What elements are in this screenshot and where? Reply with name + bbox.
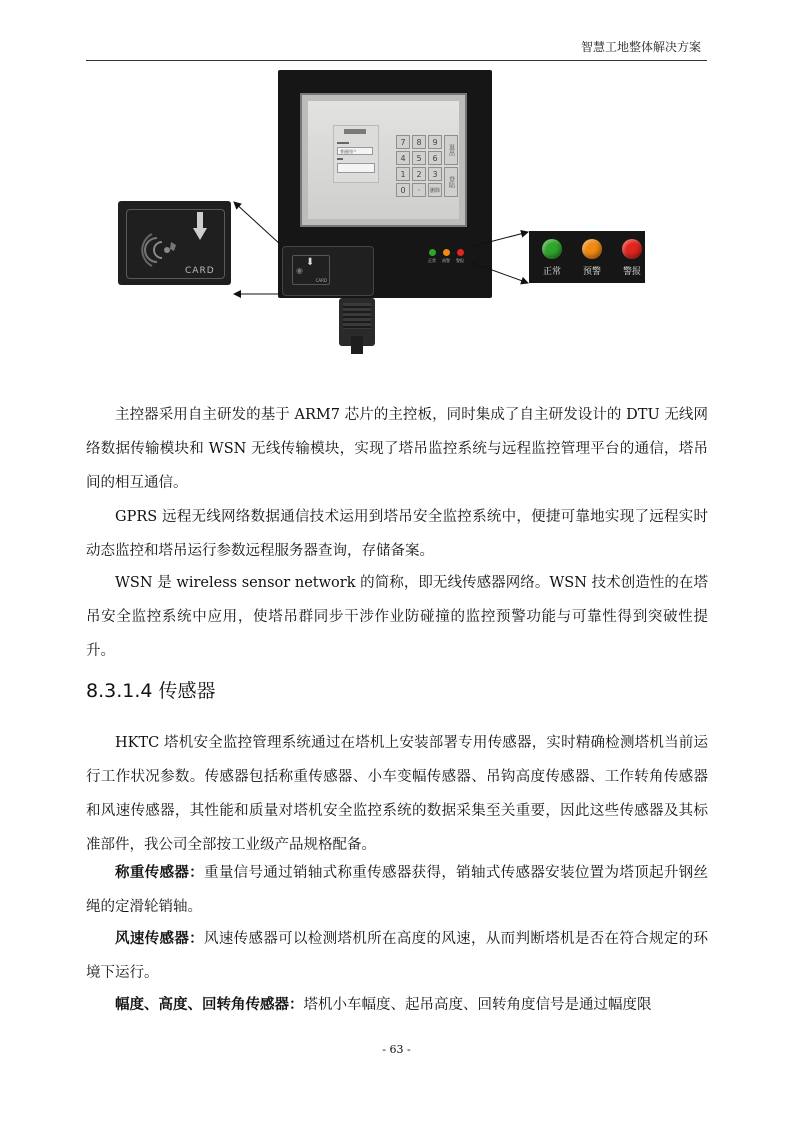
paragraph-weight-sensor: 称重传感器：重量信号通过销轴式称重传感器获得，销轴式传感器安装位置为塔顶起升钢丝绳的定滑轮销轴。 <box>86 864 708 915</box>
section-title-text: 传感器 <box>158 680 216 702</box>
key-dot: · <box>412 183 426 197</box>
indicator-alarm: 警报 <box>617 239 647 277</box>
callout-arrows <box>0 0 793 400</box>
key-login: 登陆 <box>444 167 458 197</box>
key-5: 5 <box>412 151 426 165</box>
key-9: 9 <box>428 135 442 149</box>
indicator-warning: 预警 <box>577 239 607 277</box>
key-2: 2 <box>412 167 426 181</box>
key-delete: 删除 <box>428 183 442 197</box>
card-label: CARD <box>185 266 215 276</box>
username-field: 普通用户 <box>337 147 373 155</box>
paragraph-main-controller: 主控器采用自主研发的基于 ARM7 芯片的主控板，同时集成了自主研发设计的 DTU 无线网络数据传输模块和 WSN 无线传输模块，实现了塔吊监控系统与远程监控管理平台的通信，塔吊间的相互通信。 <box>86 407 708 491</box>
small-led-normal: 正常 <box>428 249 436 264</box>
paragraph-angle-sensor: 幅度、高度、回转角传感器：塔机小车幅度、起吊高度、回转角度信号是通过幅度限 <box>115 996 652 1013</box>
small-card-label: CARD <box>315 278 327 283</box>
key-exit: 退出 <box>444 135 458 165</box>
key-6: 6 <box>428 151 442 165</box>
page-number: - 63 - <box>382 1043 411 1056</box>
paragraph-gprs: GPRS 远程无线网络数据通信技术运用到塔吊安全监控系统中，便捷可靠地实现了远程实时动态监控和塔吊运行参数远程服务器查询，存储备案。 <box>86 509 708 559</box>
key-0: 0 <box>396 183 410 197</box>
paragraph-wsn: WSN 是 wireless sensor network 的简称，即无线传感器网络。WSN 技术创造性的在塔吊安全监控系统中应用，使塔吊群同步干涉作业防碰撞的监控预警功能与可靠性得到突破性提升。 <box>86 575 708 659</box>
key-4: 4 <box>396 151 410 165</box>
key-7: 7 <box>396 135 410 149</box>
paragraph-hktc: HKTC 塔机安全监控管理系统通过在塔机上安装部署专用传感器，实时精确检测塔机当前运行工作状况参数。传感器包括称重传感器、小车变幅传感器、吊钩高度传感器、工作转角传感器和风速传感器，其性能和质量对塔机安全监控系统的数据采集至关重要，因此这些传感器及其标准部件，我公司全部按工业级产品规格配备。 <box>86 735 708 853</box>
rfid-wave-icon: ◉ <box>296 266 303 275</box>
section-number: 8.3.1.4 <box>86 680 153 702</box>
key-1: 1 <box>396 167 410 181</box>
small-led-warning: 预警 <box>442 249 450 264</box>
paragraph-wind-sensor: 风速传感器：风速传感器可以检测塔机所在高度的风速，从而判断塔机是否在符合规定的环境下运行。 <box>86 930 708 981</box>
arrow-down-icon: ⬇ <box>306 257 315 268</box>
key-8: 8 <box>412 135 426 149</box>
key-3: 3 <box>428 167 442 181</box>
section-heading <box>86 676 222 703</box>
small-led-alarm: 警报 <box>456 249 464 264</box>
indicator-normal: 正常 <box>537 239 567 277</box>
header-title: 智慧工地整体解决方案 <box>580 40 701 54</box>
